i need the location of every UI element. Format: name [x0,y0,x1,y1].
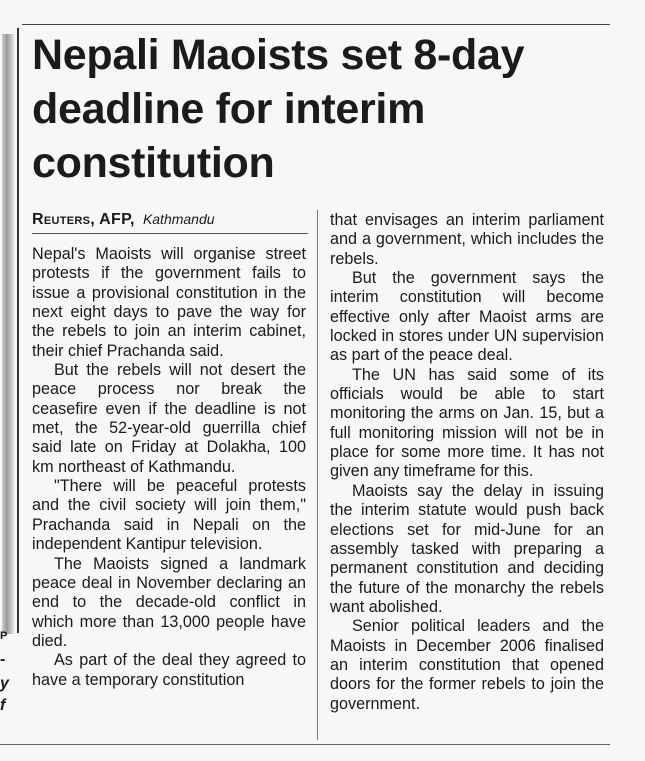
adjacent-column-rule [17,28,19,633]
column-rule [317,210,318,740]
paragraph: Maoists say the delay in issuing the interim statute would push back elections set for mid-June for an assembly tasked with preparing a permanent constitution and deciding the future of the monarchy the rebels want abolished. [330,481,604,616]
paragraph: But the rebels will not desert the peace process nor break the ceasefire even if the deadline is not met, the 52-year-old guerrilla chief said late on Friday at Dolakha, 100 km northeast of Kathmandu. [32,361,306,476]
paragraph: The UN has said some of its officials would be able to start monitoring the arms on Jan. 15, but a full monitoring mission will not be in place for some more time. It has not given any timeframe for this. [330,365,604,481]
adjacent-photo-edge [2,34,14,634]
paragraph: As part of the deal they agreed to have a temporary constitution [32,651,306,689]
fragment-char: P [0,630,8,642]
article-column-1 [32,245,306,690]
paragraph: Nepal's Maoists will organise street protests if the government fails to issue a provisional constitution in the next eight days to pave the way for the rebels to join an interim cabinet, their chief Prachanda said. [32,245,306,360]
fragment-char: - [0,651,6,668]
byline-rule [32,233,308,234]
top-rule [22,24,610,25]
fragment-char: y [0,675,9,692]
byline-location: Kathmandu [142,211,215,227]
paragraph: But the government says the interim constitution will become effective only after Maoist arms are locked in stores under UN supervision as part of the peace deal. [330,269,604,365]
byline [32,211,310,229]
bottom-rule [0,744,610,745]
article-headline: Nepali Maoists set 8-day deadline for interim constitution [32,31,525,187]
paragraph: that envisages an interim parliament and a government, which includes the rebels. [330,211,604,268]
paragraph: Senior political leaders and the Maoists in December 2006 finalised an interim constitution that opened doors for the former rebels to join the government. [330,617,604,713]
article-column-2 [330,211,604,714]
paragraph: The Maoists signed a landmark peace deal in November declaring an end to the decade-old conflict in which more than 13,000 people have died. [32,554,306,650]
fragment-char: f [0,697,6,714]
paragraph: "There will be peaceful protests and the civil society will join them," Prachanda said in Nepali on the independent Kantipur television. [32,477,306,554]
adjacent-article-fragment [0,28,22,728]
byline-agencies: Reuters, AFP, [32,211,135,228]
